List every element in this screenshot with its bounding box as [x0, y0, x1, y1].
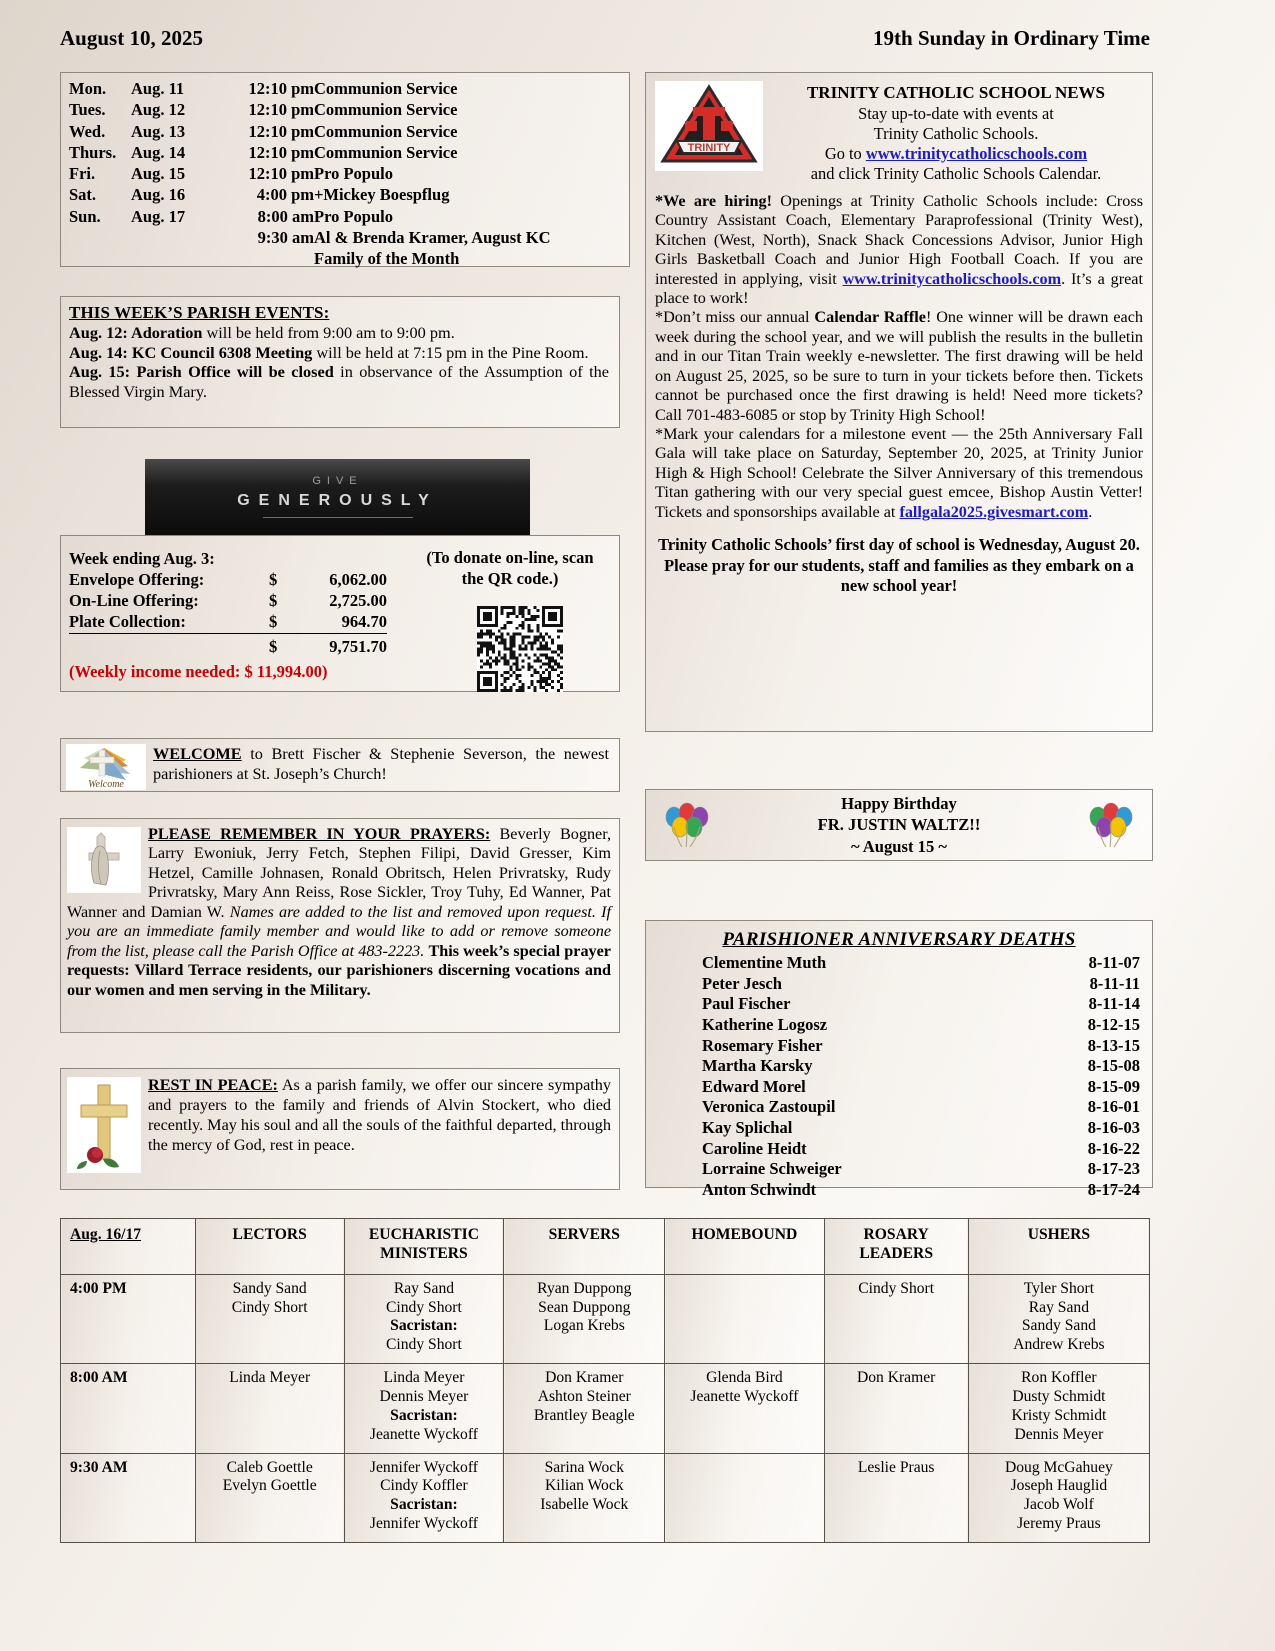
anniversary-death-name: Paul Fischer	[702, 994, 791, 1014]
mass-event: Pro Populo	[314, 206, 393, 226]
trinity-gala-tail: .	[1088, 502, 1093, 521]
sacristan-name: Jennifer Wyckoff	[369, 1515, 478, 1533]
schedule-lectors	[195, 1274, 344, 1363]
birthday-line1: Happy Birthday	[841, 794, 957, 814]
trinity-hiring-link[interactable]: www.trinitycatholicschools.com	[842, 269, 1062, 288]
schedule-name: Kristy Schmidt	[1011, 1406, 1107, 1424]
anniversary-death-name: Caroline Heidt	[702, 1138, 807, 1158]
schedule-name: Linda Meyer	[383, 1369, 465, 1387]
masthead	[60, 26, 1150, 51]
anniversary-death-date: 8-17-23	[1087, 1159, 1140, 1179]
table-row	[61, 1274, 1150, 1363]
schedule-rosary-leaders	[824, 1274, 968, 1363]
schedule-name: Glenda Bird	[706, 1369, 783, 1387]
schedule-eucharistic-ministers	[344, 1274, 504, 1363]
schedule-name: Joseph Hauglid	[1010, 1477, 1108, 1495]
mass-day: Fri.	[69, 164, 96, 184]
balloons-icon-right	[1082, 801, 1140, 849]
rest-in-peace-text	[67, 1075, 611, 1155]
schedule-name: Jeremy Praus	[1017, 1515, 1101, 1533]
offering-week-label-row	[69, 548, 387, 569]
sacristan-name: Cindy Short	[386, 1336, 462, 1354]
schedule-name: Ryan Duppong	[537, 1279, 632, 1297]
schedule-name: Tyler Short	[1023, 1279, 1095, 1297]
anniversary-death-row	[702, 1077, 1140, 1098]
offering-label: On-Line Offering:	[69, 591, 199, 611]
schedule-name: Jennifer Wyckoff	[369, 1458, 478, 1476]
trinity-subtitle-1: Stay up-to-date with events at	[858, 103, 1054, 123]
anniversary-death-row	[702, 953, 1140, 974]
anniversary-death-row	[702, 1159, 1140, 1180]
schedule-name: Kilian Wock	[545, 1477, 624, 1495]
birthday-text	[716, 793, 1082, 857]
mass-date	[131, 249, 219, 270]
parish-event-item	[69, 362, 609, 401]
anniversary-death-row	[702, 1015, 1140, 1036]
mass-schedule-row	[69, 249, 551, 270]
anniversary-death-date: 8-17-24	[1087, 1179, 1140, 1199]
parish-event-item	[69, 323, 609, 343]
offering-total-row	[69, 636, 387, 657]
offering-row	[69, 590, 387, 611]
prayers-special: This week’s special prayer requests: Villard Terrace residents, our parishioners discerning vocations and our women and men serving in the Military.	[67, 941, 611, 999]
schedule-name: Brantley Beagle	[533, 1406, 635, 1424]
schedule-lectors	[195, 1453, 344, 1542]
schedule-name: Sean Duppong	[538, 1298, 631, 1316]
anniversary-death-date: 8-15-08	[1087, 1056, 1140, 1076]
anniversary-death-date: 8-11-14	[1088, 994, 1140, 1014]
mass-schedule-box	[60, 72, 630, 267]
schedule-name: Jeanette Wyckoff	[690, 1388, 799, 1406]
schedule-mass-time: 8:00 AM	[61, 1364, 196, 1453]
schedule-servers	[504, 1364, 665, 1453]
mass-schedule-row	[69, 207, 551, 228]
schedule-homebound	[665, 1274, 824, 1363]
mass-schedule-row	[69, 79, 551, 100]
rest-in-peace-box	[60, 1068, 620, 1190]
trinity-logo	[655, 81, 763, 171]
offering-qr-note: (To donate on-line, scan the QR code.)	[426, 548, 594, 588]
offering-currency: $	[269, 612, 278, 632]
anniversary-death-date: 8-16-03	[1087, 1118, 1140, 1137]
schedule-name: Evelyn Goettle	[222, 1477, 317, 1495]
mass-time: 12:10 pm	[248, 100, 314, 120]
schedule-name: Linda Meyer	[229, 1369, 311, 1387]
schedule-mass-time: 4:00 PM	[61, 1274, 196, 1363]
ministry-date-header: Aug. 16/17	[61, 1219, 196, 1275]
offering-label: Envelope Offering:	[69, 570, 205, 590]
mass-time: 4:00 pm	[256, 185, 314, 205]
birthday-line2: FR. JUSTIN WALTZ!!	[817, 815, 981, 835]
parish-event-detail: will be held from 9:00 am to 9:00 pm.	[202, 323, 455, 342]
welcome-head: WELCOME	[153, 744, 242, 763]
trinity-hiring-bold: *We are hiring!	[655, 191, 772, 210]
schedule-name: Isabelle Wock	[540, 1496, 629, 1514]
schedule-rosary-leaders	[824, 1453, 968, 1542]
offering-total-label	[69, 636, 269, 657]
parish-events-list	[69, 323, 609, 401]
mass-schedule-row	[69, 185, 551, 206]
mass-event: Al & Brenda Kramer, August KC	[314, 227, 551, 247]
give-banner-line1: GIVE	[312, 475, 363, 487]
schedule-rosary-leaders	[824, 1364, 968, 1453]
welcome-box	[60, 738, 620, 792]
schedule-name: Ray Sand	[1028, 1298, 1089, 1316]
anniversary-death-name: Veronica Zastoupil	[702, 1097, 836, 1117]
sacristan-label: Sacristan:	[390, 1317, 458, 1335]
sacristan-name: Jeanette Wyckoff	[369, 1425, 478, 1443]
schedule-lectors	[195, 1364, 344, 1453]
schedule-name: Don Kramer	[545, 1369, 624, 1387]
schedule-name: Sandy Sand	[1021, 1317, 1096, 1335]
parish-event-detail: will be held at 7:15 pm in the Pine Room.	[312, 342, 589, 362]
trinity-hiring-text: Openings at Trinity Catholic Schools include: Cross Country Assistant Coach, Elementary Paraprofessional (Trinity West), Kitchen (West, North), Snack Shack Concessions Advisor, Junior High Girls Basketball Coach and Junior High Football Coach. If you are interested in applying, visit	[655, 191, 1143, 288]
trinity-website-link[interactable]: www.trinitycatholicschools.com	[865, 143, 1088, 163]
give-generously-banner	[145, 459, 530, 535]
trinity-goto-line	[769, 144, 1143, 164]
column-header-eucharistic-ministers: EUCHARISTIC MINISTERS	[344, 1219, 504, 1275]
svg-text:Welcome: Welcome	[88, 779, 124, 790]
sacristan-label: Sacristan:	[390, 1406, 458, 1424]
anniversary-death-date: 8-16-22	[1087, 1138, 1140, 1158]
parish-event-detail: in observance of the Assumption of the Blessed Virgin Mary.	[69, 362, 610, 401]
schedule-name: Ray Sand	[393, 1279, 455, 1297]
offering-total-currency: $	[269, 637, 278, 657]
schedule-name: Ron Koffler	[1021, 1369, 1097, 1387]
mass-event: Communion Service	[314, 121, 458, 141]
schedule-name: Doug McGahuey	[1004, 1458, 1113, 1476]
mass-time: 12:10 pm	[248, 142, 314, 162]
liturgical-day: 19th Sunday in Ordinary Time	[873, 26, 1150, 50]
ministry-schedule-table	[60, 1218, 1150, 1543]
trinity-gala-link[interactable]: fallgala2025.givesmart.com	[899, 502, 1089, 521]
schedule-name: Caleb Goettle	[226, 1458, 313, 1476]
anniversary-death-name: Anton Schwindt	[702, 1179, 817, 1199]
column-header-homebound: HOMEBOUND	[665, 1219, 824, 1275]
mass-time: 8:00 am	[257, 206, 314, 226]
schedule-name: Cindy Short	[231, 1298, 308, 1316]
schedule-name: Cindy Short	[858, 1279, 935, 1297]
trinity-footer: Trinity Catholic Schools’ first day of school is Wednesday, August 20. Please pray for our students, staff and families as they embark on a new school year!	[658, 535, 1140, 596]
anniversary-deaths-list	[702, 953, 1140, 1201]
praying-hands-icon	[67, 827, 141, 893]
anniversary-deaths-box	[645, 920, 1153, 1199]
schedule-name: Cindy Short	[386, 1298, 462, 1316]
mass-day	[69, 228, 131, 249]
mass-time	[219, 249, 314, 270]
prayers-names: Beverly Bogner, Larry Ewoniuk, Jerry Fetch, Stephen Filipi, David Gresser, Kim Hetzel, Camille Johnasen, Ronald Obritsch, Helen Privratsky, Rudy Privratsky, Mary Ann Reiss, Rose Sickler, Troy Tuhy, Ed Wanner, Pat Wanner and Damian W.	[67, 825, 612, 921]
anniversary-death-date: 8-12-15	[1087, 1014, 1140, 1034]
mass-schedule-row	[69, 143, 551, 164]
offering-week-label: Week ending Aug. 3:	[69, 549, 215, 568]
schedule-name: Don Kramer	[856, 1369, 936, 1387]
anniversary-death-row	[702, 1056, 1140, 1077]
mass-date: Aug. 15	[131, 164, 186, 184]
anniversary-death-date: 8-11-07	[1088, 953, 1140, 972]
offering-currency: $	[269, 570, 278, 590]
table-row	[61, 1364, 1150, 1453]
welcome-text	[153, 744, 609, 784]
anniversary-death-date: 8-15-09	[1087, 1076, 1140, 1096]
mass-event: +Mickey Boespflug	[314, 185, 450, 205]
mass-schedule-row	[69, 122, 551, 143]
mass-schedule-table	[69, 79, 551, 271]
welcome-body: to Brett Fischer & Stephenie Severson, the newest parishioners at St. Joseph’s Church!	[153, 744, 609, 783]
trinity-subtitle-2: Trinity Catholic Schools.	[873, 123, 1039, 143]
schedule-name: Andrew Krebs	[1013, 1336, 1105, 1354]
mass-schedule-row	[69, 228, 551, 249]
anniversary-death-name: Martha Karsky	[702, 1056, 813, 1076]
column-header-servers: SERVERS	[504, 1219, 665, 1275]
table-header-row	[61, 1219, 1150, 1275]
schedule-eucharistic-ministers	[344, 1364, 504, 1453]
parish-event-item	[69, 343, 609, 363]
mass-event: Communion Service	[314, 142, 458, 162]
trinity-hiring-tail: . It’s a great place to work!	[655, 269, 1143, 307]
trinity-goto-after: and click Trinity Catholic Schools Calendar.	[810, 163, 1102, 183]
trinity-title: TRINITY CATHOLIC SCHOOL NEWS	[806, 83, 1106, 102]
parish-event-title: Aug. 14: KC Council 6308 Meeting	[69, 342, 313, 362]
mass-date: Aug. 17	[131, 206, 186, 226]
schedule-homebound	[665, 1364, 824, 1453]
column-header-ushers: USHERS	[968, 1219, 1149, 1275]
trinity-raffle-text: ! One winner will be drawn each week during the school year, and we will publish the results in the bulletin and in our Titan Train weekly e-newsletter. The first drawing will be held on August 25, 2025, so be sure to turn in your tickets before then. Tickets cannot be purchased once the first drawing is held! Need more tickets? Call 701-483-6085 or stop by Trinity High School!	[655, 308, 1143, 424]
schedule-name: Sandy Sand	[232, 1279, 307, 1297]
anniversary-death-row	[702, 1118, 1140, 1139]
anniversary-death-name: Kay Splichal	[702, 1118, 793, 1137]
anniversary-death-name: Katherine Logosz	[702, 1014, 828, 1034]
offering-row	[69, 611, 387, 634]
offering-amount: 2,725.00	[329, 591, 387, 611]
mass-date: Aug. 12	[131, 100, 186, 120]
offering-label: Plate Collection:	[69, 612, 186, 632]
prayers-head: PLEASE REMEMBER IN YOUR PRAYERS:	[148, 825, 491, 843]
trinity-logo-text: TRINITY	[687, 142, 731, 154]
schedule-eucharistic-ministers	[344, 1453, 504, 1542]
parish-events-title: THIS WEEK’S PARISH EVENTS:	[69, 303, 330, 322]
offering-currency: $	[269, 591, 278, 611]
mass-date: Aug. 16	[131, 185, 186, 205]
parish-event-title: Aug. 12: Adoration	[69, 323, 203, 342]
parish-events-box	[60, 296, 620, 428]
anniversary-death-name: Edward Morel	[702, 1076, 806, 1096]
column-header-lectors: LECTORS	[195, 1219, 344, 1275]
offering-needed: (Weekly income needed: $ 11,994.00)	[69, 662, 328, 681]
mass-day: Mon.	[69, 79, 107, 98]
trinity-hiring-paragraph	[655, 192, 1143, 309]
trinity-gala-paragraph	[655, 425, 1143, 522]
schedule-name: Cindy Koffler	[380, 1477, 468, 1495]
table-row	[61, 1453, 1150, 1542]
offering-amount: 964.70	[341, 612, 387, 632]
anniversary-death-row	[702, 1097, 1140, 1118]
prayers-box	[60, 818, 620, 1033]
mass-schedule-row	[69, 164, 551, 185]
anniversary-deaths-title: PARISHIONER ANNIVERSARY DEATHS	[722, 929, 1076, 950]
mass-day: Sat.	[69, 185, 97, 205]
mass-time: 9:30 am	[257, 227, 314, 247]
cross-with-rose-icon	[67, 1077, 141, 1173]
trinity-goto-label: Go to	[824, 143, 866, 163]
donation-qr-code[interactable]	[477, 606, 563, 692]
anniversary-death-date: 8-13-15	[1087, 1035, 1140, 1055]
mass-time: 12:10 pm	[248, 79, 314, 98]
mass-date: Aug. 14	[131, 142, 186, 162]
bulletin-date: August 10, 2025	[60, 26, 203, 50]
anniversary-death-row	[702, 1139, 1140, 1160]
schedule-name: Dennis Meyer	[379, 1388, 469, 1406]
mass-date: Aug. 11	[131, 79, 185, 98]
sacristan-label: Sacristan:	[390, 1496, 458, 1514]
schedule-name: Sarina Wock	[544, 1458, 625, 1476]
trinity-raffle-paragraph	[655, 308, 1143, 425]
prayers-text	[67, 825, 611, 1000]
schedule-ushers	[968, 1453, 1149, 1542]
offering-box	[60, 535, 620, 692]
mass-date: Aug. 13	[131, 121, 186, 141]
trinity-news-box	[645, 72, 1153, 732]
offering-figures	[69, 548, 387, 658]
mass-event: Communion Service	[314, 79, 458, 98]
mass-event: Pro Populo	[314, 164, 393, 184]
anniversary-death-row	[702, 974, 1140, 995]
parish-event-title: Aug. 15: Parish Office will be closed	[69, 362, 334, 382]
schedule-name: Leslie Praus	[857, 1458, 935, 1476]
rest-in-peace-head: REST IN PEACE:	[148, 1076, 278, 1094]
rest-in-peace-body: As a parish family, we offer our sincere sympathy and prayers to the family and friends of Alvin Stockert, who died recently. May his soul and all the souls of the faithful departed, through the mercy of God, rest in peace.	[148, 1076, 611, 1155]
mass-date	[131, 228, 219, 249]
prayers-note: Names are added to the list and removed upon request. If you are an immediate family member and would like to add or remove someone from the list, please call the Parish Office at 483-2223.	[67, 902, 611, 960]
schedule-name: Jacob Wolf	[1023, 1496, 1094, 1514]
anniversary-death-row	[702, 1180, 1140, 1201]
offering-row	[69, 569, 387, 590]
mass-day: Sun.	[69, 206, 101, 226]
mass-schedule-row	[69, 100, 551, 121]
schedule-name: Dusty Schmidt	[1012, 1388, 1106, 1406]
offering-total-amount: 9,751.70	[329, 637, 387, 657]
anniversary-death-name: Peter Jesch	[702, 973, 782, 993]
anniversary-death-date: 8-11-11	[1089, 973, 1140, 993]
anniversary-death-date: 8-16-01	[1087, 1097, 1140, 1117]
birthday-line3: ~ August 15 ~	[850, 836, 948, 856]
trinity-gala-text: *Mark your calendars for a milestone event — the 25th Anniversary Fall Gala will take place on Saturday, September 20, 2025, at Trinity Junior High & High School! Celebrate the Silver Anniversary of this tremendous Titan gathering with our very special guest emcee, Bishop Austin Vetter! Tickets and sponsorships available at	[655, 425, 1143, 521]
schedule-name: Ashton Steiner	[537, 1388, 631, 1406]
schedule-servers	[504, 1274, 665, 1363]
balloons-icon-left	[658, 801, 716, 849]
anniversary-death-row	[702, 994, 1140, 1015]
mass-time: 12:10 pm	[248, 164, 314, 184]
give-banner-rule	[263, 517, 413, 518]
schedule-ushers	[968, 1274, 1149, 1363]
give-banner-line2: GENEROUSLY	[237, 492, 438, 509]
schedule-name: Logan Krebs	[543, 1317, 625, 1335]
schedule-homebound	[665, 1453, 824, 1542]
mass-day: Thurs.	[69, 142, 117, 162]
birthday-box	[645, 789, 1153, 861]
column-header-rosary-leaders: ROSARY LEADERS	[824, 1219, 968, 1275]
welcome-icon	[66, 744, 146, 790]
trinity-raffle-bold: Calendar Raffle	[814, 308, 926, 327]
trinity-raffle-pre: *Don’t miss our annual	[655, 308, 815, 327]
trinity-header-text	[769, 81, 1143, 184]
schedule-name: Dennis Meyer	[1014, 1425, 1104, 1443]
mass-day: Wed.	[69, 121, 106, 141]
schedule-servers	[504, 1453, 665, 1542]
mass-event: Family of the Month	[314, 249, 460, 269]
anniversary-death-name: Rosemary Fisher	[702, 1035, 823, 1055]
mass-event: Communion Service	[314, 100, 458, 120]
mass-day: Tues.	[69, 100, 106, 120]
schedule-ushers	[968, 1364, 1149, 1453]
offering-amount: 6,062.00	[329, 570, 387, 590]
anniversary-death-name: Clementine Muth	[702, 953, 827, 972]
mass-time: 12:10 pm	[248, 121, 314, 141]
mass-day	[69, 249, 131, 270]
anniversary-death-row	[702, 1036, 1140, 1057]
schedule-mass-time: 9:30 AM	[61, 1453, 196, 1542]
anniversary-death-name: Lorraine Schweiger	[702, 1159, 842, 1179]
